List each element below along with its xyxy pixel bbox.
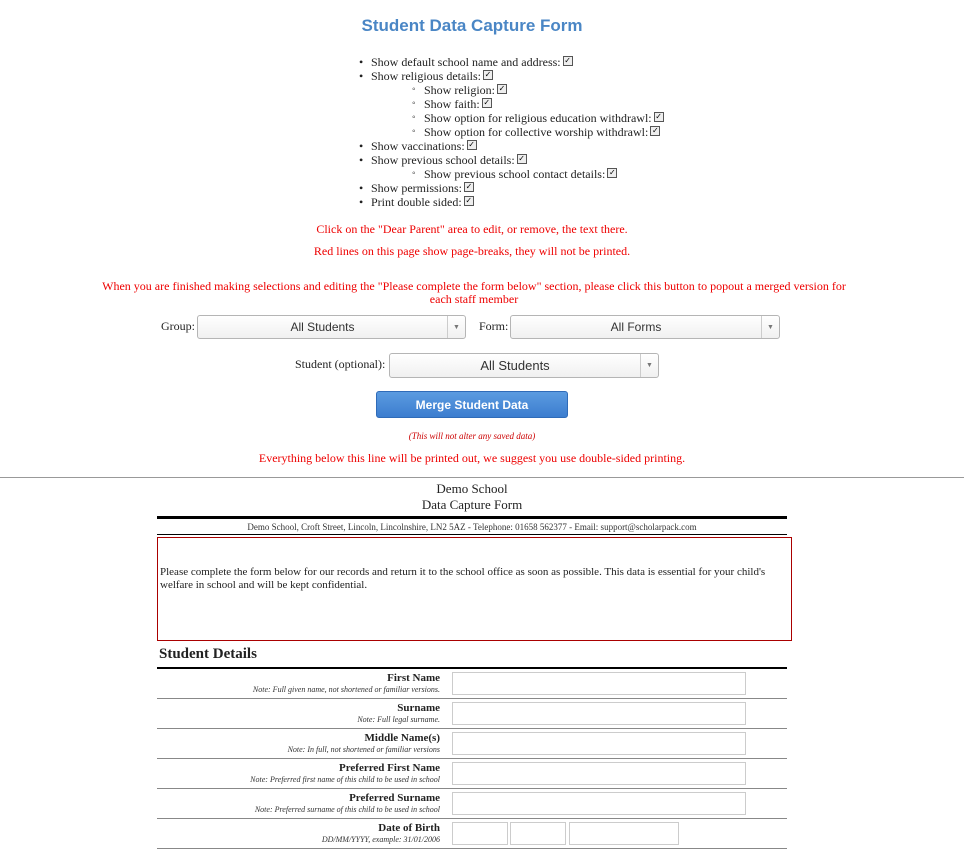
finished-note: When you are finished making selections and editing the "Please complete the form below" section, please click this button to popout a merged version for each staff member bbox=[102, 279, 846, 306]
option-label: Show vaccinations: bbox=[371, 139, 465, 153]
group-select-value: All Students bbox=[290, 320, 355, 334]
field-label: Preferred Surname bbox=[349, 792, 440, 804]
field-note: Note: Preferred first name of this child to be used in school bbox=[250, 775, 440, 784]
no-alter-note: (This will not alter any saved data) bbox=[408, 431, 536, 441]
option-item bbox=[371, 153, 664, 167]
option-checkbox[interactable]: ✓ bbox=[465, 196, 473, 206]
field-label: Date of Birth bbox=[378, 822, 440, 834]
option-label: Show religious details: bbox=[371, 69, 481, 83]
group-select[interactable] bbox=[197, 315, 466, 339]
option-item bbox=[371, 69, 664, 83]
header-rule bbox=[157, 516, 787, 519]
option-label: Show option for collective worship withdrawl: bbox=[424, 125, 649, 139]
option-checkbox[interactable]: ✓ bbox=[564, 56, 571, 66]
options-list bbox=[371, 55, 664, 209]
merge-student-data-button[interactable]: Merge Student Data bbox=[376, 391, 568, 418]
chevron-down-icon: ▼ bbox=[761, 316, 779, 338]
field-note: DD/MM/YYYY, example: 31/01/2006 bbox=[321, 835, 440, 844]
field-row-middle-names bbox=[157, 729, 787, 759]
option-item bbox=[371, 139, 664, 153]
page-break-note: Red lines on this page show page-breaks, they will not be printed. bbox=[313, 244, 631, 258]
field-label: First Name bbox=[387, 672, 440, 684]
option-label: Show religion: bbox=[424, 83, 495, 97]
dob-month-input[interactable] bbox=[510, 822, 566, 845]
option-item bbox=[424, 97, 664, 111]
form-select-value: All Forms bbox=[610, 320, 662, 334]
option-item bbox=[371, 55, 664, 69]
option-label: Show faith: bbox=[424, 97, 480, 111]
chevron-down-icon: ▼ bbox=[447, 316, 465, 338]
preferred-surname-input[interactable] bbox=[452, 792, 746, 815]
print-divider bbox=[0, 477, 964, 478]
option-item bbox=[371, 195, 664, 209]
option-checkbox[interactable]: ✓ bbox=[651, 126, 659, 136]
option-item bbox=[424, 111, 664, 125]
group-label: Group: bbox=[161, 319, 195, 333]
school-address: Demo School, Croft Street, Lincoln, Lincolnshire, LN2 5AZ - Telephone: 01658 562377 - Email: support@scholarpack.com bbox=[247, 522, 697, 532]
field-row-first-name bbox=[157, 669, 787, 699]
dear-parent-note: Click on the "Dear Parent" area to edit, or remove, the text there. bbox=[316, 222, 628, 236]
field-row-date-of-birth bbox=[157, 819, 787, 849]
field-note: Note: Preferred surname of this child to be used in school bbox=[254, 805, 440, 814]
option-checkbox[interactable]: ✓ bbox=[498, 84, 506, 94]
field-note: Note: In full, not shortened or familiar versions bbox=[287, 745, 440, 754]
school-name: Demo School bbox=[436, 481, 508, 496]
chevron-down-icon: ▼ bbox=[640, 354, 658, 377]
option-label: Show previous school contact details: bbox=[424, 167, 606, 181]
option-checkbox[interactable]: ✓ bbox=[484, 70, 492, 80]
option-checkbox[interactable]: ✓ bbox=[483, 98, 491, 108]
option-label: Show previous school details: bbox=[371, 153, 515, 167]
middle-names-input[interactable] bbox=[452, 732, 746, 755]
option-label: Show option for religious education withdrawl: bbox=[424, 111, 652, 125]
section-title: Student Details bbox=[159, 646, 257, 662]
field-label: Preferred First Name bbox=[339, 762, 440, 774]
form-label: Form: bbox=[479, 319, 509, 333]
intro-text: Please complete the form below for our records and return it to the school office as soon as possible. This data is essential for your child's welfare in school and will be kept confidential. bbox=[160, 566, 766, 591]
field-row-preferred-first-name bbox=[157, 759, 787, 789]
field-label: Middle Name(s) bbox=[364, 732, 440, 744]
field-row-surname bbox=[157, 699, 787, 729]
page-title: Student Data Capture Form bbox=[361, 16, 583, 35]
option-checkbox[interactable]: ✓ bbox=[655, 112, 662, 122]
option-label: Show default school name and address: bbox=[371, 55, 561, 69]
option-item bbox=[371, 181, 664, 195]
field-note: Note: Full given name, not shortened or familiar versions. bbox=[252, 685, 440, 694]
form-select[interactable] bbox=[510, 315, 780, 339]
surname-input[interactable] bbox=[452, 702, 746, 725]
option-label: Show permissions: bbox=[371, 181, 463, 195]
dear-parent-area[interactable] bbox=[157, 537, 792, 641]
option-label: Print double sided: bbox=[371, 195, 462, 209]
option-checkbox[interactable]: ✓ bbox=[468, 140, 475, 150]
dob-year-input[interactable] bbox=[569, 822, 679, 845]
option-item bbox=[424, 167, 664, 181]
option-item bbox=[424, 83, 664, 97]
student-select-value: All Students bbox=[480, 358, 550, 373]
option-checkbox[interactable]: ✓ bbox=[465, 182, 473, 192]
preferred-first-name-input[interactable] bbox=[452, 762, 746, 785]
student-label: Student (optional): bbox=[295, 357, 386, 371]
option-checkbox[interactable]: ✓ bbox=[608, 168, 616, 178]
field-note: Note: Full legal surname. bbox=[357, 715, 440, 724]
address-rule bbox=[157, 534, 787, 535]
option-item bbox=[424, 125, 664, 139]
dob-day-input[interactable] bbox=[452, 822, 508, 845]
first-name-input[interactable] bbox=[452, 672, 746, 695]
form-name: Data Capture Form bbox=[421, 497, 523, 512]
field-row-preferred-surname bbox=[157, 789, 787, 819]
student-select[interactable] bbox=[389, 353, 659, 378]
option-checkbox[interactable]: ✓ bbox=[518, 154, 525, 164]
printout-note: Everything below this line will be printed out, we suggest you use double-sided printing. bbox=[258, 451, 686, 465]
field-label: Surname bbox=[397, 702, 440, 714]
